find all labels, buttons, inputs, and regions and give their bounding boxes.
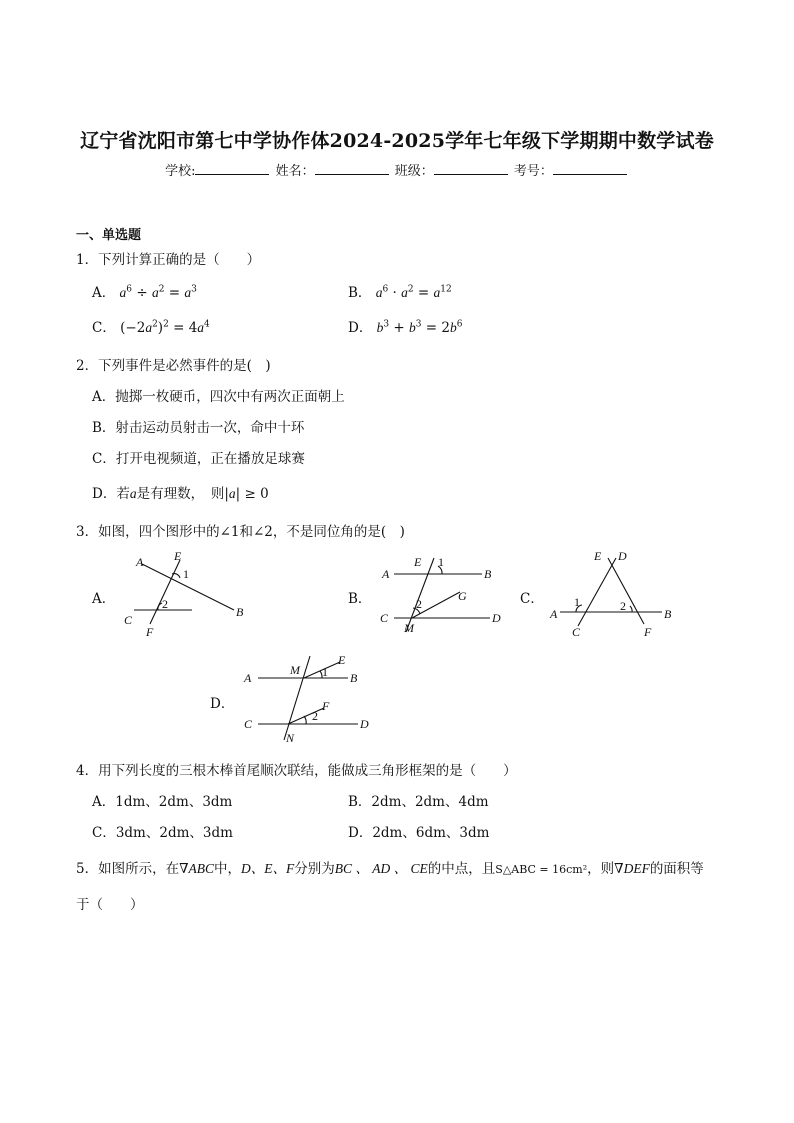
id-blank[interactable] (553, 162, 627, 175)
name-label: 姓名： (275, 164, 315, 179)
fig-d-label-C: C (244, 717, 253, 731)
fig-d-label-2: 2 (312, 709, 318, 723)
fig-b-label-A: A (382, 567, 390, 581)
fig-d-label-1: 1 (322, 665, 328, 679)
q1-b-math: $a^6 \cdot a^2 = a^{12}$ (375, 284, 452, 301)
q5-stem-line1 (76, 857, 704, 877)
fig-d-label-M: M (290, 663, 300, 677)
fig-c-label-1: 1 (574, 595, 580, 609)
q5-text-b: 中， (214, 861, 242, 877)
class-label: 班级： (394, 164, 434, 179)
class-blank[interactable] (434, 162, 508, 175)
q4-option-c[interactable]: C．3dm、2dm、3dm (92, 825, 233, 841)
q2-option-b[interactable]: B．射击运动员射击一次，命中十环 (92, 420, 305, 436)
q5-text-d: 的中点，且 (427, 861, 496, 877)
q5-text-a: 5．如图所示，在 (76, 861, 180, 877)
school-label: 学校: (165, 164, 196, 179)
q1-a-math: $a^6 \div a^2 = a^3$ (119, 284, 197, 301)
fig-a-label-B: B (236, 605, 244, 619)
q2-d-prefix: D．若 (92, 486, 130, 502)
fig-d-label-N: N (286, 731, 295, 745)
fig-c-label-C: C (572, 625, 581, 639)
q2-d-math: |a| ≥ 0 (224, 486, 269, 502)
fig-b-label-M: M (404, 621, 414, 635)
q1-option-b[interactable] (348, 281, 452, 301)
fig-c-label-B: B (664, 607, 672, 621)
q3-option-c[interactable]: C． (520, 591, 544, 607)
q3-figure-a (118, 548, 258, 640)
fig-a-label-1: 1 (183, 567, 189, 581)
student-info-line (0, 160, 794, 179)
q5-text-e: ，则 (587, 861, 615, 877)
q2-stem: 2．下列事件是必然事件的是( ) (76, 358, 271, 374)
q1-a-label: A． (92, 285, 116, 301)
fig-b-label-B: B (484, 567, 492, 581)
fig-b-label-C: C (380, 611, 389, 625)
name-blank[interactable] (315, 162, 389, 175)
q1-c-math: $(-2a^2)^2 = 4a^4$ (120, 319, 210, 336)
fig-d-label-B: B (350, 671, 358, 685)
fig-a-label-F: F (146, 625, 154, 639)
school-blank[interactable] (195, 162, 269, 175)
q2-d-mid: 是有理数， 则 (136, 486, 225, 502)
q5-stem-line2: 于（ ） (76, 897, 144, 913)
fig-d-label-A: A (244, 671, 252, 685)
page-title: 辽宁省沈阳市第七中学协作体2024-2025学年七年级下学期期中数学试卷 (80, 130, 714, 152)
q5-points: D、E、F (241, 861, 295, 876)
q3-figure-c (544, 544, 680, 640)
fig-b-label-D: D (492, 611, 501, 625)
q1-option-c[interactable] (92, 316, 210, 336)
q5-triangle-abc: ∇ABC (179, 861, 215, 876)
q5-triangle-def: ∇DEF (614, 861, 650, 876)
fig-d-label-D: D (360, 717, 369, 731)
fig-c-label-E: E (594, 549, 602, 563)
fig-a-label-C: C (124, 613, 133, 627)
fig-a-label-A: A (136, 555, 144, 569)
q1-c-label: C． (92, 320, 116, 336)
fig-a-label-E: E (174, 549, 182, 563)
q3-figure-b (376, 550, 510, 636)
fig-d-label-E: E (338, 653, 346, 667)
fig-c-label-A: A (550, 607, 558, 621)
q2-option-d[interactable] (92, 482, 269, 502)
q2-option-c[interactable]: C．打开电视频道，正在播放足球赛 (92, 451, 305, 467)
q3-option-d[interactable]: D． (210, 696, 235, 712)
q3-option-a[interactable]: A． (92, 591, 116, 607)
q1-d-math: $b^3 + b^3 = 2b^6$ (376, 319, 463, 336)
q4-stem: 4．用下列长度的三根木棒首尾顺次联结，能做成三角形框架的是（ ） (76, 763, 517, 779)
q1-d-label: D． (348, 320, 373, 336)
fig-c-label-F: F (644, 625, 652, 639)
fig-b-label-G: G (458, 589, 467, 603)
q1-b-label: B． (348, 285, 372, 301)
fig-a-label-2: 2 (162, 597, 168, 611)
fig-c-label-D: D (618, 549, 627, 563)
fig-c-label-2: 2 (620, 599, 626, 613)
q5-segments: BC 、 AD 、 CE (334, 861, 428, 876)
q1-option-d[interactable] (348, 316, 462, 336)
q5-area: S△ABC = 16cm² (495, 863, 588, 876)
q2-option-a[interactable]: A．抛掷一枚硬币，四次中有两次正面朝上 (92, 389, 345, 405)
fig-b-label-E: E (414, 555, 422, 569)
q4-option-a[interactable]: A．1dm、2dm、3dm (92, 794, 233, 810)
fig-d-label-F: F (322, 699, 330, 713)
fig-b-label-1: 1 (438, 555, 444, 569)
fig-b-label-2: 2 (416, 597, 422, 611)
q1-option-a[interactable] (92, 281, 197, 301)
q3-stem: 3．如图，四个图形中的∠1和∠2，不是同位角的是( ) (76, 524, 405, 540)
q5-text-c: 分别为 (294, 861, 335, 877)
q5-text-f: 的面积等 (649, 861, 704, 877)
section-heading: 一、单选题 (76, 228, 142, 243)
q2-d-var: a (129, 486, 137, 501)
id-label: 考号： (513, 164, 553, 179)
q3-option-b[interactable]: B． (348, 591, 372, 607)
q4-option-b[interactable]: B．2dm、2dm、4dm (348, 794, 489, 810)
q1-stem: 1．下列计算正确的是（ ） (76, 252, 261, 268)
q3-figure-d (240, 650, 380, 746)
q4-option-d[interactable]: D．2dm、6dm、3dm (348, 825, 490, 841)
